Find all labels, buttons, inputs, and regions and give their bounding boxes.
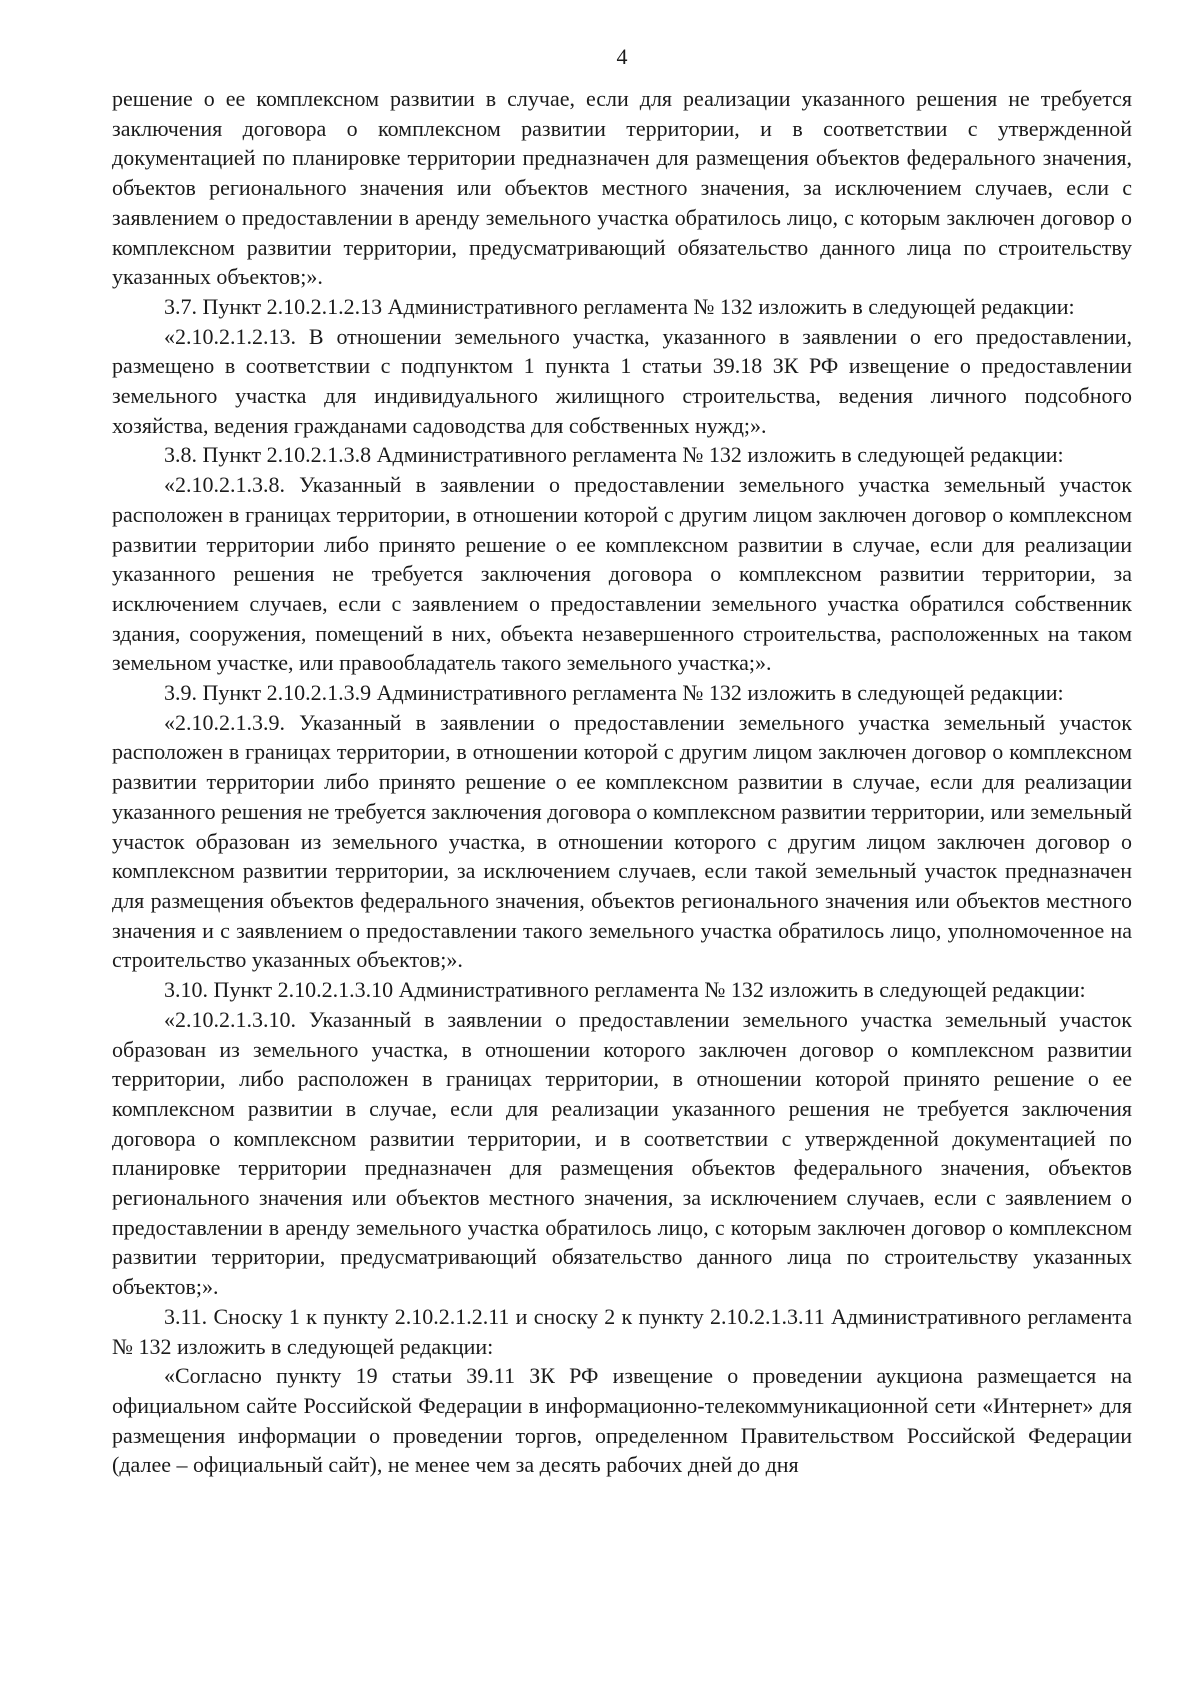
paragraph-3-11: 3.11. Сноску 1 к пункту 2.10.2.1.2.11 и сноску 2 к пункту 2.10.2.1.3.11 Административного регламента № 132 изложить в следующей редакции: — [112, 1303, 1132, 1359]
page-number: 4 — [616, 44, 628, 69]
paragraph-3-9: 3.9. Пункт 2.10.2.1.3.9 Административного регламента № 132 изложить в следующей редакции: — [164, 680, 1064, 706]
paragraph-3-10: 3.10. Пункт 2.10.2.1.3.10 Административного регламента № 132 изложить в следующей редакции: — [164, 977, 1086, 1003]
paragraph-3-8: 3.8. Пункт 2.10.2.1.3.8 Административного регламента № 132 изложить в следующей редакции: — [164, 442, 1064, 468]
paragraph-quote-footnote: «Согласно пункту 19 статьи 39.11 ЗК РФ извещение о проведении аукциона размещается на официальном сайте Российской Федерации в информационно-телекоммуникационной сети «Интернет» для размещения информации о проведении торгов, определенном Правительством Российской Федерации (далее – официальный сайт), не менее чем за десять рабочих дней до дня — [112, 1363, 1132, 1478]
paragraph-quote-2-10-2-1-3-10: «2.10.2.1.3.10. Указанный в заявлении о предоставлении земельного участка земельный участок образован из земельного участка, в отношении которого заключен договор о комплексном развитии территории, либо расположен в границах территории, в отношении которой принято решение о ее комплексном развитии в случае, если для реализации указанного решения не требуется заключения договора о комплексном развитии территории, и в соответствии с утвержденной документацией по планировке территории предназначен для размещения объектов федерального значения, объектов регионального значения или объектов местного значения, за исключением случаев, если с заявлением о предоставлении в аренду земельного участка обратилось лицо, с которым заключен договор о комплексном развитии территории, предусматривающий обязательство данного лица по строительству указанных объектов;». — [112, 1006, 1132, 1300]
paragraph-quote-2-10-2-1-3-9: «2.10.2.1.3.9. Указанный в заявлении о предоставлении земельного участка земельный участок расположен в границах территории, в отношении которой с другим лицом заключен договор о комплексном развитии территории либо принято решение о ее комплексном развитии в случае, если для реализации указанного решения не требуется заключения договора о комплексном развитии территории, или земельный участок образован из земельного участка, в отношении которого с другим лицом заключен договор о комплексном развитии территории, за исключением случаев, если такой земельный участок предназначен для размещения объектов федерального значения, объектов регионального значения или объектов местного значения и с заявлением о предоставлении такого земельного участка обратилось лицо, уполномоченное на строительство указанных объектов;». — [112, 709, 1132, 973]
paragraph-quote-2-10-2-1-2-13: «2.10.2.1.2.13. В отношении земельного участка, указанного в заявлении о его предоставлении, размещено в соответствии с подпунктом 1 пункта 1 статьи 39.18 ЗК РФ извещение о предоставлении земельного участка для индивидуального жилищного строительства, ведения личного подсобного хозяйства, ведения гражданами садоводства для собственных нужд;». — [112, 323, 1132, 438]
paragraph-3-7: 3.7. Пункт 2.10.2.1.2.13 Административного регламента № 132 изложить в следующей редакции: — [164, 293, 1075, 319]
paragraph-quote-2-10-2-1-3-8: «2.10.2.1.3.8. Указанный в заявлении о предоставлении земельного участка земельный участок расположен в границах территории, в отношении которой с другим лицом заключен договор о комплексном развитии территории либо принято решение о ее комплексном развитии в случае, если для реализации указанного решения не требуется заключения договора о комплексном развитии территории, за исключением случаев, если с заявлением о предоставлении земельного участка обратился собственник здания, сооружения, помещений в них, объекта незавершенного строительства, расположенных на таком земельном участке, или правообладатель такого земельного участка;». — [112, 472, 1132, 676]
paragraph-continuation: решение о ее комплексном развитии в случае, если для реализации указанного решения не требуется заключения договора о комплексном развитии территории, и в соответствии с утвержденной документацией по планировке территории предназначен для размещения объектов федерального значения, объектов регионального значения или объектов местного значения, за исключением случаев, если с заявлением о предоставлении в аренду земельного участка обратилось лицо, с которым заключен договор о комплексном развитии территории, предусматривающий обязательство данного лица по строительству указанных объектов;». — [112, 86, 1132, 290]
